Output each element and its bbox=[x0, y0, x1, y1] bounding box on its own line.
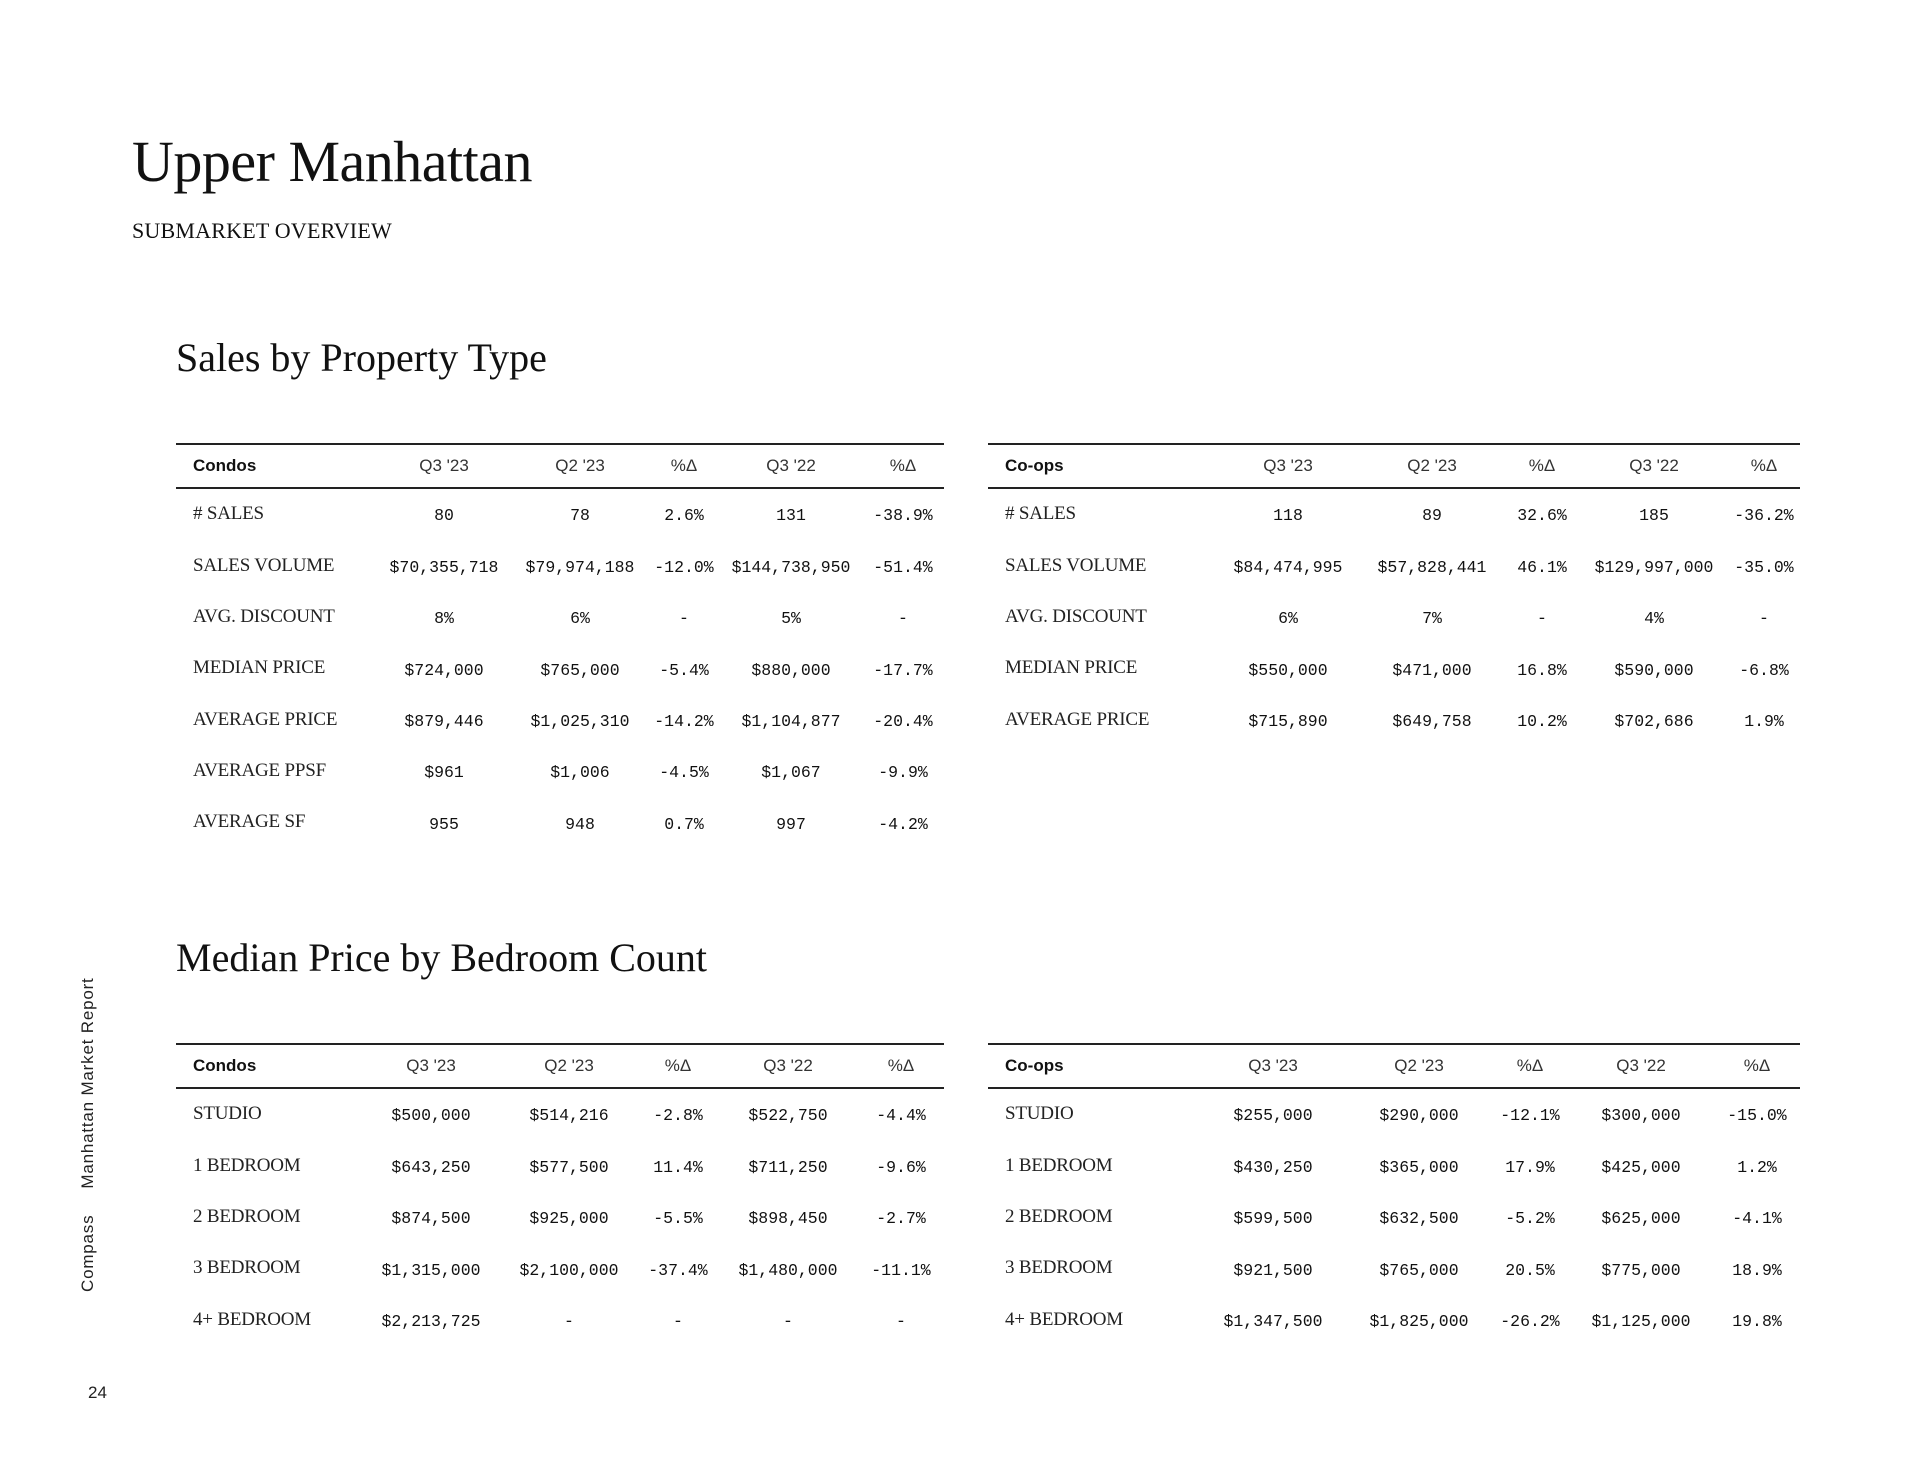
table-cell: 20.5% bbox=[1505, 1260, 1555, 1280]
table-cell: 8% bbox=[434, 609, 454, 629]
table-cell: -17.7% bbox=[873, 660, 933, 680]
table-row bbox=[988, 696, 1800, 747]
table-cell: $898,450 bbox=[748, 1209, 828, 1229]
row-label: AVERAGE PRICE bbox=[193, 708, 338, 730]
table-header-row bbox=[176, 444, 944, 488]
table-cell: $925,000 bbox=[529, 1209, 609, 1229]
table-cell: -36.2% bbox=[1734, 506, 1794, 525]
table-cell: $550,000 bbox=[1248, 660, 1328, 680]
table-type-header: Condos bbox=[176, 444, 376, 488]
column-header: Q2 '23 bbox=[500, 1044, 638, 1088]
table-cell: - bbox=[673, 1312, 683, 1332]
table-cell: -51.4% bbox=[873, 558, 933, 578]
row-label: 1 BEDROOM bbox=[193, 1154, 301, 1176]
table-row bbox=[988, 542, 1800, 593]
table-cell: 11.4% bbox=[653, 1158, 703, 1178]
row-label: MEDIAN PRICE bbox=[1005, 657, 1138, 679]
page-number: 24 bbox=[88, 1383, 107, 1402]
table-row bbox=[176, 1245, 944, 1296]
section-title-sales-by-property-type: Sales by Property Type bbox=[176, 335, 547, 380]
table-cell: -2.7% bbox=[876, 1209, 926, 1229]
table-cell: 89 bbox=[1422, 506, 1442, 525]
table-cell: $921,500 bbox=[1233, 1260, 1313, 1280]
table-cell: 997 bbox=[776, 814, 806, 834]
table-cell: $599,500 bbox=[1233, 1209, 1313, 1229]
table-cell: -26.2% bbox=[1500, 1312, 1560, 1332]
table-cell: - bbox=[783, 1312, 793, 1332]
table-cell: $1,347,500 bbox=[1223, 1312, 1323, 1332]
table-cell: $70,355,718 bbox=[389, 558, 499, 578]
row-label: AVERAGE SF bbox=[193, 811, 306, 833]
report-name: Manhattan Market Report bbox=[78, 977, 97, 1189]
table-cell: $765,000 bbox=[1379, 1260, 1459, 1280]
row-label: 3 BEDROOM bbox=[1005, 1257, 1113, 1279]
table-row bbox=[176, 1193, 944, 1244]
row-label: 4+ BEDROOM bbox=[193, 1308, 311, 1330]
table-cell: $500,000 bbox=[391, 1106, 471, 1125]
table-cell: $1,104,877 bbox=[741, 712, 841, 732]
table-row bbox=[988, 1245, 1800, 1296]
table-row bbox=[176, 1088, 944, 1142]
table-header-row bbox=[176, 1044, 944, 1088]
condos-sales-table bbox=[176, 443, 944, 850]
table-row bbox=[988, 1142, 1800, 1193]
table-cell: $365,000 bbox=[1379, 1158, 1459, 1178]
table-cell: 131 bbox=[776, 506, 806, 525]
table-cell: $84,474,995 bbox=[1233, 558, 1343, 578]
table-row bbox=[176, 1296, 944, 1347]
table-cell: $300,000 bbox=[1601, 1106, 1681, 1125]
table-row bbox=[988, 593, 1800, 644]
column-header: %Δ bbox=[638, 1044, 718, 1088]
column-header: Q3 '23 bbox=[362, 1044, 500, 1088]
table-cell: 948 bbox=[565, 814, 595, 834]
column-header: %Δ bbox=[648, 444, 720, 488]
table-cell: -9.9% bbox=[878, 763, 928, 783]
table-cell: $1,825,000 bbox=[1369, 1312, 1469, 1332]
table-cell: $129,997,000 bbox=[1594, 558, 1714, 578]
table-cell: -14.2% bbox=[654, 712, 714, 732]
table-cell: $632,500 bbox=[1379, 1209, 1459, 1229]
column-header: Q3 '23 bbox=[1216, 444, 1360, 488]
row-label: 2 BEDROOM bbox=[1005, 1205, 1113, 1227]
row-label: AVG. DISCOUNT bbox=[1005, 605, 1147, 627]
row-label: AVERAGE PRICE bbox=[1005, 708, 1150, 730]
table-cell: $79,974,188 bbox=[525, 558, 635, 578]
table-cell: $1,025,310 bbox=[530, 712, 630, 732]
table-cell: - bbox=[1759, 609, 1769, 629]
table-cell: -35.0% bbox=[1734, 558, 1794, 578]
column-header: %Δ bbox=[1504, 444, 1580, 488]
table-type-header: Condos bbox=[176, 1044, 362, 1088]
table-cell: 10.2% bbox=[1517, 712, 1567, 732]
table-cell: $880,000 bbox=[751, 660, 831, 680]
table-cell: -5.2% bbox=[1505, 1209, 1555, 1229]
table-cell: - bbox=[898, 609, 908, 629]
coops-bedroom-table bbox=[988, 1043, 1800, 1347]
table-type-header: Co-ops bbox=[988, 444, 1216, 488]
table-cell: 955 bbox=[429, 814, 459, 834]
row-label: # SALES bbox=[1005, 502, 1076, 524]
page-title: Upper Manhattan bbox=[132, 129, 532, 194]
table-cell: 6% bbox=[570, 609, 590, 629]
table-cell: $643,250 bbox=[391, 1158, 471, 1178]
column-header: %Δ bbox=[1714, 1044, 1800, 1088]
table-cell: -12.1% bbox=[1500, 1106, 1560, 1125]
table-cell: $144,738,950 bbox=[731, 558, 851, 578]
section-title-median-price-by-bedroom: Median Price by Bedroom Count bbox=[176, 935, 708, 980]
table-header-row bbox=[988, 1044, 1800, 1088]
table-cell: -4.1% bbox=[1732, 1209, 1782, 1229]
column-header: Q3 '23 bbox=[1200, 1044, 1346, 1088]
row-label: MEDIAN PRICE bbox=[193, 657, 326, 679]
brand-name: Compass bbox=[78, 1214, 97, 1292]
table-cell: $625,000 bbox=[1601, 1209, 1681, 1229]
table-cell: $2,100,000 bbox=[519, 1260, 619, 1280]
table-row bbox=[988, 488, 1800, 542]
table-cell: $874,500 bbox=[391, 1209, 471, 1229]
table-cell: -4.4% bbox=[876, 1106, 926, 1125]
table-cell: 118 bbox=[1273, 506, 1303, 525]
table-cell: 16.8% bbox=[1517, 660, 1567, 680]
row-label: 2 BEDROOM bbox=[193, 1205, 301, 1227]
table-row bbox=[176, 696, 944, 747]
table-cell: $1,315,000 bbox=[381, 1260, 481, 1280]
table-row bbox=[176, 645, 944, 696]
row-label: SALES VOLUME bbox=[193, 554, 335, 576]
table-row bbox=[988, 1296, 1800, 1347]
table-cell: 46.1% bbox=[1517, 558, 1567, 578]
column-header: Q3 '22 bbox=[1580, 444, 1728, 488]
table-cell: $57,828,441 bbox=[1377, 558, 1487, 578]
table-cell: 4% bbox=[1644, 609, 1664, 629]
table-cell: - bbox=[896, 1312, 906, 1332]
coops-sales-table bbox=[988, 443, 1800, 747]
table-cell: -11.1% bbox=[871, 1260, 931, 1280]
table-cell: $775,000 bbox=[1601, 1260, 1681, 1280]
table-cell: 5% bbox=[781, 609, 801, 629]
table-row bbox=[176, 798, 944, 849]
table-cell: $1,006 bbox=[550, 763, 610, 783]
table-cell: $715,890 bbox=[1248, 712, 1328, 732]
row-label: # SALES bbox=[193, 502, 264, 524]
table-cell: - bbox=[1537, 609, 1547, 629]
table-cell: -4.5% bbox=[659, 763, 709, 783]
table-cell: 19.8% bbox=[1732, 1312, 1782, 1332]
column-header: %Δ bbox=[1728, 444, 1800, 488]
table-cell: 185 bbox=[1639, 506, 1669, 525]
table-cell: - bbox=[564, 1312, 574, 1332]
table-cell: $425,000 bbox=[1601, 1158, 1681, 1178]
table-cell: -2.8% bbox=[653, 1106, 703, 1125]
table-row bbox=[988, 1088, 1800, 1142]
table-cell: $961 bbox=[424, 763, 464, 783]
table-cell: 7% bbox=[1422, 609, 1442, 629]
table-cell: 17.9% bbox=[1505, 1158, 1555, 1178]
page-subtitle: SUBMARKET OVERVIEW bbox=[132, 218, 392, 243]
table-cell: 2.6% bbox=[664, 506, 704, 525]
table-cell: 80 bbox=[434, 506, 454, 525]
row-label: STUDIO bbox=[193, 1102, 262, 1124]
table-cell: $765,000 bbox=[540, 660, 620, 680]
column-header: %Δ bbox=[1492, 1044, 1568, 1088]
table-cell: $702,686 bbox=[1614, 712, 1694, 732]
table-type-header: Co-ops bbox=[988, 1044, 1200, 1088]
table-row bbox=[988, 645, 1800, 696]
table-cell: $711,250 bbox=[748, 1158, 828, 1178]
table-cell: -5.5% bbox=[653, 1209, 703, 1229]
column-header: Q2 '23 bbox=[1346, 1044, 1492, 1088]
table-cell: $590,000 bbox=[1614, 660, 1694, 680]
table-cell: $522,750 bbox=[748, 1106, 828, 1125]
table-cell: 1.9% bbox=[1744, 712, 1784, 732]
table-row bbox=[176, 1142, 944, 1193]
table-cell: -4.2% bbox=[878, 814, 928, 834]
row-label: STUDIO bbox=[1005, 1102, 1074, 1124]
table-cell: 1.2% bbox=[1737, 1158, 1777, 1178]
column-header: Q2 '23 bbox=[512, 444, 648, 488]
table-row bbox=[176, 542, 944, 593]
column-header: Q2 '23 bbox=[1360, 444, 1504, 488]
column-header: Q3 '22 bbox=[1568, 1044, 1714, 1088]
table-cell: -5.4% bbox=[659, 660, 709, 680]
table-cell: $1,067 bbox=[761, 763, 821, 783]
table-cell: $2,213,725 bbox=[381, 1312, 481, 1332]
row-label: AVG. DISCOUNT bbox=[193, 605, 335, 627]
table-cell: $879,446 bbox=[404, 712, 484, 732]
row-label: AVERAGE PPSF bbox=[193, 759, 326, 781]
row-label: 3 BEDROOM bbox=[193, 1257, 301, 1279]
table-cell: - bbox=[679, 609, 689, 629]
table-cell: $724,000 bbox=[404, 660, 484, 680]
condos-bedroom-table bbox=[176, 1043, 944, 1347]
table-cell: 18.9% bbox=[1732, 1260, 1782, 1280]
table-cell: 32.6% bbox=[1517, 506, 1567, 525]
column-header: Q3 '23 bbox=[376, 444, 512, 488]
table-cell: $471,000 bbox=[1392, 660, 1472, 680]
row-label: 1 BEDROOM bbox=[1005, 1154, 1113, 1176]
table-cell: $649,758 bbox=[1392, 712, 1472, 732]
table-cell: -37.4% bbox=[648, 1260, 708, 1280]
vertical-footer-label bbox=[78, 977, 98, 1292]
table-cell: 0.7% bbox=[664, 814, 704, 834]
row-label: SALES VOLUME bbox=[1005, 554, 1147, 576]
table-cell: $1,125,000 bbox=[1591, 1312, 1691, 1332]
column-header: Q3 '22 bbox=[718, 1044, 858, 1088]
table-cell: 78 bbox=[570, 506, 590, 525]
table-cell: $255,000 bbox=[1233, 1106, 1313, 1125]
column-header: %Δ bbox=[858, 1044, 944, 1088]
table-cell: -6.8% bbox=[1739, 660, 1789, 680]
table-cell: 6% bbox=[1278, 609, 1298, 629]
table-header-row bbox=[988, 444, 1800, 488]
table-row bbox=[988, 1193, 1800, 1244]
table-cell: $514,216 bbox=[529, 1106, 609, 1125]
table-row bbox=[176, 593, 944, 644]
table-cell: -38.9% bbox=[873, 506, 933, 525]
table-row bbox=[176, 747, 944, 798]
table-cell: $430,250 bbox=[1233, 1158, 1313, 1178]
table-cell: $1,480,000 bbox=[738, 1260, 838, 1280]
column-header: %Δ bbox=[862, 444, 944, 488]
table-row bbox=[176, 488, 944, 542]
row-label: 4+ BEDROOM bbox=[1005, 1308, 1123, 1330]
table-cell: -12.0% bbox=[654, 558, 714, 578]
table-cell: -20.4% bbox=[873, 712, 933, 732]
table-cell: $577,500 bbox=[529, 1158, 609, 1178]
table-cell: -9.6% bbox=[876, 1158, 926, 1178]
table-cell: $290,000 bbox=[1379, 1106, 1459, 1125]
table-cell: -15.0% bbox=[1727, 1106, 1787, 1125]
column-header: Q3 '22 bbox=[720, 444, 862, 488]
